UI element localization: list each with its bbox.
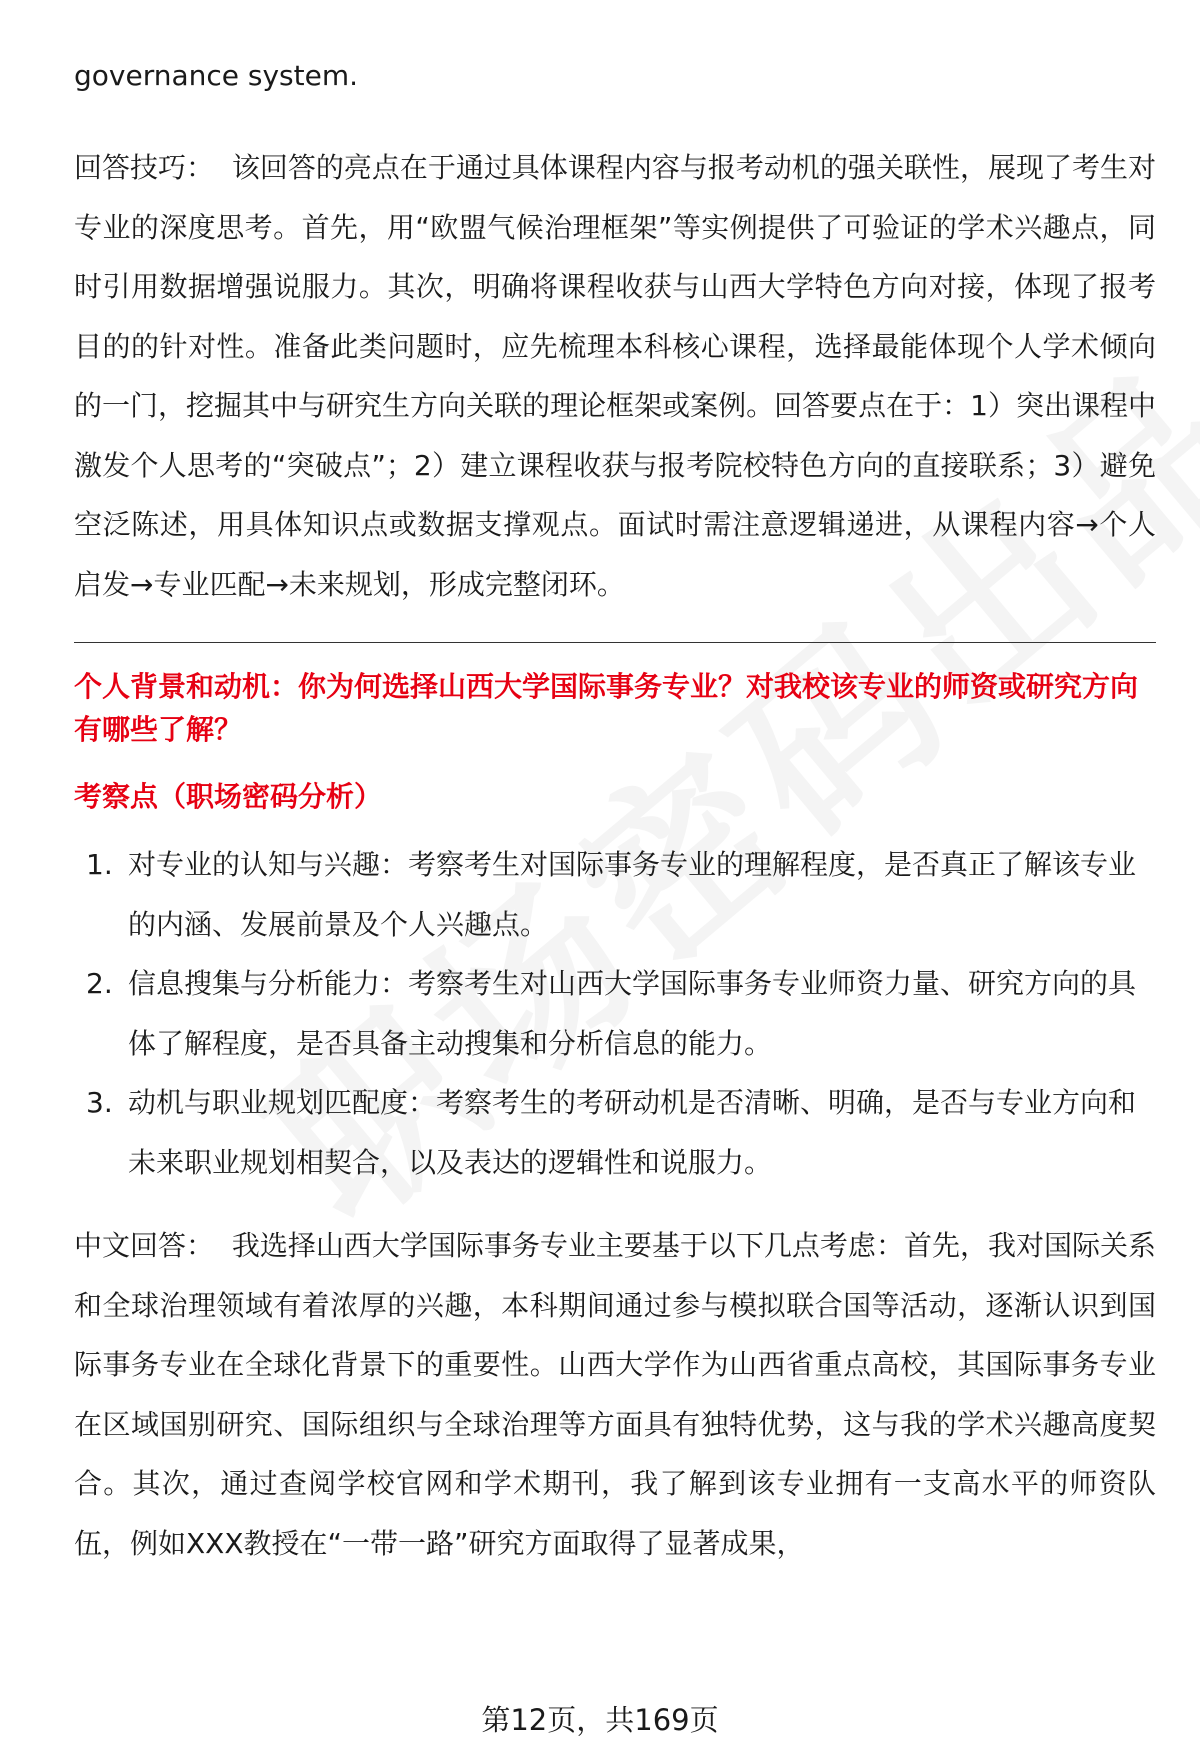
section-divider	[74, 642, 1156, 643]
answer-label: 中文回答：	[74, 1229, 215, 1262]
list-item	[74, 1073, 1156, 1192]
list-item-number: 3.	[86, 1086, 113, 1119]
list-item	[74, 835, 1156, 954]
tip-paragraph	[74, 138, 1156, 614]
answer-paragraph	[74, 1216, 1156, 1573]
page-number-footer: 第12页，共169页	[481, 1703, 719, 1737]
answer-text: 我选择山西大学国际事务专业主要基于以下几点考虑：首先，我对国际关系和全球治理领域有着浓厚的兴趣，本科期间通过参与模拟联合国等活动，逐渐认识到国际事务专业在全球化背景下的重要性。山西大学作为山西省重点高校，其国际事务专业在区域国别研究、国际组织与全球治理等方面具有独特优势，这与我的学术兴趣高度契合。其次，通过查阅学校官网和学术期刊，我了解到该专业拥有一支高水平的师资队伍，例如XXX教授在“一带一路”研究方面取得了显著成果，	[74, 1229, 1156, 1560]
list-item-text: 动机与职业规划匹配度：考察考生的考研动机是否清晰、明确，是否与专业方向和未来职业规划相契合，以及表达的逻辑性和说服力。	[128, 1086, 1137, 1179]
continuation-text: governance system.	[74, 59, 359, 92]
tip-text: 该回答的亮点在于通过具体课程内容与报考动机的强关联性，展现了考生对专业的深度思考。首先，用“欧盟气候治理框架”等实例提供了可验证的学术兴趣点，同时引用数据增强说服力。其次，明确将课程收获与山西大学特色方向对接，体现了报考目的的针对性。准备此类问题时，应先梳理本科核心课程，选择最能体现个人学术倾向的一门，挖掘其中与研究生方向关联的理论框架或案例。回答要点在于：1）突出课程中激发个人思考的“突破点”；2）建立课程收获与报考院校特色方向的直接联系；3）避免空泛陈述，用具体知识点或数据支撑观点。面试时需注意逻辑递进，从课程内容→个人启发→专业匹配→未来规划，形成完整闭环。	[74, 151, 1156, 601]
list-item-text: 对专业的认知与兴趣：考察考生对国际事务专业的理解程度，是否真正了解该专业的内涵、发展前景及个人兴趣点。	[128, 848, 1137, 941]
exam-points-title: 考察点（职场密码分析）	[74, 780, 383, 813]
list-item	[74, 954, 1156, 1073]
question-heading: 个人背景和动机：你为何选择山西大学国际事务专业？对我校该专业的师资或研究方向有哪些了解？	[74, 670, 1139, 746]
list-item-text: 信息搜集与分析能力：考察考生对山西大学国际事务专业师资力量、研究方向的具体了解程度，是否具备主动搜集和分析信息的能力。	[128, 967, 1137, 1060]
tip-label: 回答技巧：	[74, 151, 215, 184]
list-item-number: 2.	[86, 967, 113, 1000]
page-content	[74, 56, 1156, 1573]
list-item-number: 1.	[86, 848, 113, 881]
exam-points-list	[74, 835, 1156, 1192]
